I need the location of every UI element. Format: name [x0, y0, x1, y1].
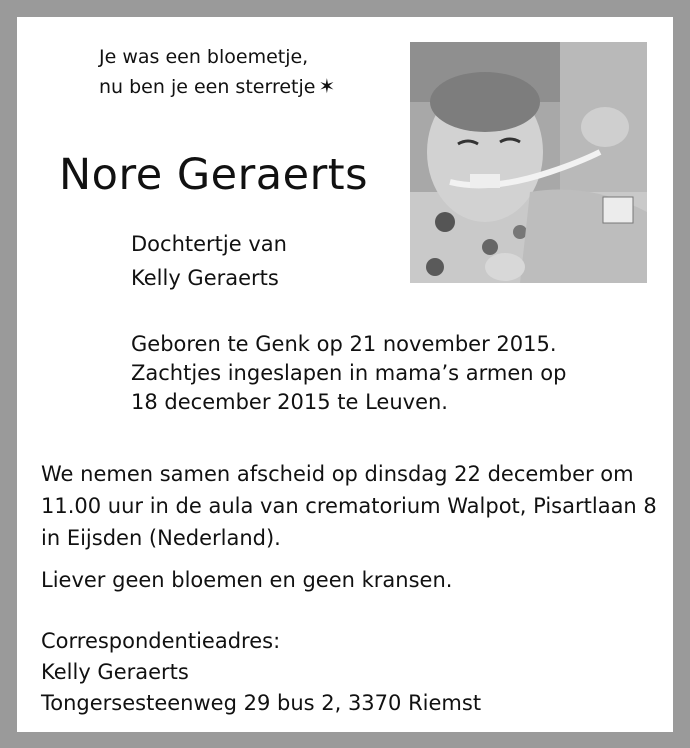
farewell-line-3: in Eijsden (Nederland). [41, 526, 281, 550]
verse-line-2-text: nu ben je een sterretje [99, 76, 316, 98]
baby-photo [410, 42, 647, 283]
farewell-details [41, 458, 661, 554]
parent-name: Kelly Geraerts [131, 266, 279, 290]
born-line-3: 18 december 2015 te Leuven. [131, 390, 448, 414]
born-line-1: Geboren te Genk op 21 november 2015. [131, 332, 557, 356]
address-street: Tongersesteenweg 29 bus 2, 3370 Riemst [41, 691, 482, 715]
verse-line-2 [99, 72, 335, 102]
deceased-name: Nore Geraerts [59, 150, 369, 200]
verse [99, 43, 335, 102]
daughter-line-1: Dochtertje van [131, 232, 287, 256]
farewell-line-2: 11.00 uur in de aula van crematorium Walpot, Pisartlaan 8 [41, 494, 657, 518]
flowers-note: Liever geen bloemen en geen kransen. [41, 568, 453, 592]
correspondence-address [41, 626, 481, 719]
star-icon: ✶ [318, 74, 336, 98]
address-name: Kelly Geraerts [41, 660, 189, 684]
baby-photo-illustration [410, 42, 647, 283]
verse-line-1: Je was een bloemetje, [99, 46, 309, 68]
birth-death-details [131, 330, 566, 417]
farewell-line-1: We nemen samen afscheid op dinsdag 22 december om [41, 462, 634, 486]
daughter-of [131, 227, 287, 295]
address-heading: Correspondentieadres: [41, 629, 281, 653]
obituary-card [17, 17, 673, 732]
born-line-2: Zachtjes ingeslapen in mama’s armen op [131, 361, 567, 385]
